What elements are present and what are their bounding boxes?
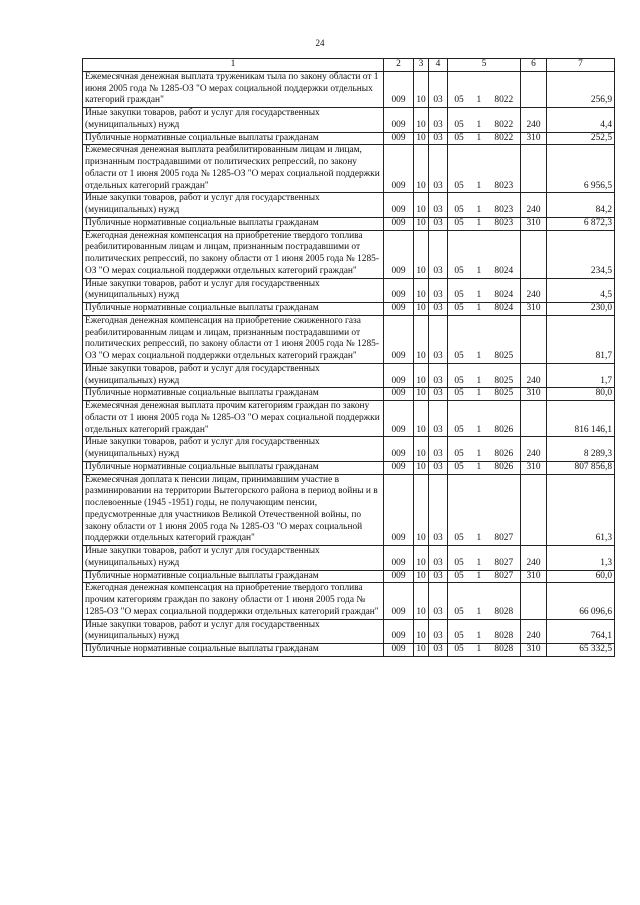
row-subsection: 03 xyxy=(429,461,448,474)
header-col-2: 2 xyxy=(384,59,414,72)
row-program-parts xyxy=(448,71,488,107)
row-section: 10 xyxy=(414,303,429,316)
row-name: Публичные нормативные социальные выплаты гражданам xyxy=(83,570,384,583)
row-section: 10 xyxy=(414,437,429,462)
row-name: Ежегодная денежная компенсация на приобретение твердого топлива реабилитированным лицам и лицам, признанным пострадавшими от политических репрессий, по закону области от 1 июня 2005 года № 1285-ОЗ "О мерах социальной поддержки отдельных категорий граждан" xyxy=(83,230,384,278)
table-row xyxy=(83,619,615,644)
row-section: 10 xyxy=(414,71,429,107)
row-subsection: 03 xyxy=(429,363,448,388)
row-direction-code: 8025 xyxy=(488,315,521,363)
row-name: Ежегодная денежная компенсация на приобретение твердого топлива прочим категориям граждан по закону области от 1 июня 2005 года № 1285-ОЗ "О мерах социальной поддержки отдельных категорий граждан" xyxy=(83,583,384,619)
row-amount: 60,0 xyxy=(547,570,615,583)
row-name: Иные закупки товаров, работ и услуг для государственных (муниципальных) нужд xyxy=(83,363,384,388)
row-direction-code: 8023 xyxy=(488,217,521,230)
row-name: Иные закупки товаров, работ и услуг для государственных (муниципальных) нужд xyxy=(83,193,384,218)
row-program-parts xyxy=(448,132,488,145)
row-expense-kind xyxy=(521,583,547,619)
row-subprogram: 1 xyxy=(476,449,482,459)
row-amount: 81,7 xyxy=(547,315,615,363)
row-program-parts xyxy=(448,363,488,388)
row-admin-code: 009 xyxy=(384,193,414,218)
row-program: 05 xyxy=(454,533,464,544)
row-subprogram: 1 xyxy=(476,570,482,581)
row-subsection: 03 xyxy=(429,132,448,145)
header-col-1: 1 xyxy=(83,59,384,72)
row-subsection: 03 xyxy=(429,583,448,619)
row-direction-code: 8028 xyxy=(488,644,521,657)
row-admin-code: 009 xyxy=(384,278,414,303)
row-subprogram: 1 xyxy=(476,180,482,191)
table-row xyxy=(83,278,615,303)
row-subsection: 03 xyxy=(429,193,448,218)
table-row xyxy=(83,108,615,133)
row-program-parts xyxy=(448,474,488,546)
row-program-parts xyxy=(448,619,488,644)
row-expense-kind: 310 xyxy=(521,570,547,583)
row-program: 05 xyxy=(454,290,464,301)
row-expense-kind: 310 xyxy=(521,461,547,474)
row-subprogram: 1 xyxy=(476,424,482,435)
row-subsection: 03 xyxy=(429,71,448,107)
row-section: 10 xyxy=(414,619,429,644)
row-program: 05 xyxy=(454,375,464,386)
row-expense-kind: 310 xyxy=(521,644,547,657)
row-direction-code: 8028 xyxy=(488,619,521,644)
row-program-parts xyxy=(448,401,488,437)
row-admin-code: 009 xyxy=(384,461,414,474)
row-direction-code: 8023 xyxy=(488,193,521,218)
table-row xyxy=(83,132,615,145)
row-admin-code: 009 xyxy=(384,437,414,462)
table-row xyxy=(83,583,615,619)
row-subprogram: 1 xyxy=(476,388,482,399)
page-number: 24 xyxy=(315,38,325,48)
row-subsection: 03 xyxy=(429,108,448,133)
row-amount: 80,0 xyxy=(547,388,615,401)
row-subprogram: 1 xyxy=(476,95,482,106)
row-amount: 252,5 xyxy=(547,132,615,145)
row-section: 10 xyxy=(414,644,429,657)
row-expense-kind xyxy=(521,145,547,193)
row-section: 10 xyxy=(414,230,429,278)
row-section: 10 xyxy=(414,193,429,218)
row-admin-code: 009 xyxy=(384,546,414,571)
row-expense-kind: 240 xyxy=(521,437,547,462)
row-subprogram: 1 xyxy=(476,119,482,130)
row-program: 05 xyxy=(454,424,464,435)
row-subprogram: 1 xyxy=(476,351,482,361)
row-admin-code: 009 xyxy=(384,145,414,193)
row-expense-kind xyxy=(521,315,547,363)
row-amount: 6 872,3 xyxy=(547,217,615,230)
row-subsection: 03 xyxy=(429,546,448,571)
row-expense-kind xyxy=(521,71,547,107)
row-subsection: 03 xyxy=(429,388,448,401)
row-subprogram: 1 xyxy=(476,132,482,143)
table-row xyxy=(83,315,615,363)
row-subsection: 03 xyxy=(429,230,448,278)
row-subsection: 03 xyxy=(429,303,448,316)
row-program: 05 xyxy=(454,217,464,228)
row-direction-code: 8022 xyxy=(488,108,521,133)
table-row xyxy=(83,644,615,657)
row-program-parts xyxy=(448,230,488,278)
row-name: Публичные нормативные социальные выплаты гражданам xyxy=(83,132,384,145)
row-direction-code: 8025 xyxy=(488,363,521,388)
table-row xyxy=(83,145,615,193)
row-expense-kind: 240 xyxy=(521,619,547,644)
table-row xyxy=(83,303,615,316)
row-program-parts xyxy=(448,193,488,218)
row-direction-code: 8022 xyxy=(488,71,521,107)
row-subsection: 03 xyxy=(429,644,448,657)
row-name: Публичные нормативные социальные выплаты гражданам xyxy=(83,388,384,401)
row-subprogram: 1 xyxy=(476,375,482,386)
row-section: 10 xyxy=(414,108,429,133)
row-program-parts xyxy=(448,437,488,462)
row-expense-kind xyxy=(521,401,547,437)
row-direction-code: 8027 xyxy=(488,546,521,571)
row-program: 05 xyxy=(454,606,464,617)
row-direction-code: 8027 xyxy=(488,570,521,583)
row-subprogram: 1 xyxy=(476,265,482,276)
row-subsection: 03 xyxy=(429,401,448,437)
row-name: Иные закупки товаров, работ и услуг для государственных (муниципальных) нужд xyxy=(83,108,384,133)
row-amount: 764,1 xyxy=(547,619,615,644)
row-admin-code: 009 xyxy=(384,401,414,437)
row-program: 05 xyxy=(454,265,464,276)
row-program: 05 xyxy=(454,449,464,459)
row-name: Ежемесячная денежная выплата реабилитированным лицам и лицам, признанным пострадавшими от политических репрессий, по закону области от 1 июня 2005 года № 1285-ОЗ "О мерах социальной поддержки отдельных категорий граждан" xyxy=(83,145,384,193)
row-program: 05 xyxy=(454,351,464,361)
row-direction-code: 8026 xyxy=(488,461,521,474)
row-program-parts xyxy=(448,278,488,303)
row-program: 05 xyxy=(454,95,464,106)
row-direction-code: 8024 xyxy=(488,230,521,278)
row-subprogram: 1 xyxy=(476,217,482,228)
row-expense-kind: 240 xyxy=(521,363,547,388)
row-section: 10 xyxy=(414,145,429,193)
row-program: 05 xyxy=(454,180,464,191)
row-amount: 4,5 xyxy=(547,278,615,303)
row-amount: 234,5 xyxy=(547,230,615,278)
row-subsection: 03 xyxy=(429,315,448,363)
row-section: 10 xyxy=(414,315,429,363)
table-row xyxy=(83,570,615,583)
row-admin-code: 009 xyxy=(384,303,414,316)
row-name: Ежемесячная доплата к пенсии лицам, принимавшим участие в разминировании на территории Вытегорского района в период войны и в послевоенные (1945 -1951) годы, не получающим пенсии, предусмотренные для участников Великой Отечественной войны, по закону области от 1 июня 2005 года № 1285-ОЗ "О мерах социальной поддержки отдельных категорий граждан" xyxy=(83,474,384,546)
row-subsection: 03 xyxy=(429,145,448,193)
row-admin-code: 009 xyxy=(384,363,414,388)
row-amount: 66 096,6 xyxy=(547,583,615,619)
row-program-parts xyxy=(448,108,488,133)
row-direction-code: 8024 xyxy=(488,278,521,303)
row-program: 05 xyxy=(454,132,464,143)
row-subprogram: 1 xyxy=(476,205,482,215)
row-amount: 4,4 xyxy=(547,108,615,133)
row-subprogram: 1 xyxy=(476,303,482,313)
row-subsection: 03 xyxy=(429,619,448,644)
row-subprogram: 1 xyxy=(476,644,482,654)
row-name: Публичные нормативные социальные выплаты гражданам xyxy=(83,303,384,316)
row-direction-code: 8028 xyxy=(488,583,521,619)
header-col-3: 3 xyxy=(414,59,429,72)
row-program: 05 xyxy=(454,557,464,568)
row-program: 05 xyxy=(454,631,464,642)
row-admin-code: 009 xyxy=(384,570,414,583)
table-row xyxy=(83,230,615,278)
row-section: 10 xyxy=(414,570,429,583)
row-expense-kind: 310 xyxy=(521,217,547,230)
row-direction-code: 8026 xyxy=(488,401,521,437)
row-admin-code: 009 xyxy=(384,315,414,363)
header-col-5: 5 xyxy=(448,59,521,72)
row-name: Иные закупки товаров, работ и услуг для государственных (муниципальных) нужд xyxy=(83,437,384,462)
table-row xyxy=(83,71,615,107)
header-col-6: 6 xyxy=(521,59,547,72)
row-section: 10 xyxy=(414,363,429,388)
budget-table xyxy=(82,58,615,657)
row-amount: 61,3 xyxy=(547,474,615,546)
row-section: 10 xyxy=(414,132,429,145)
row-subprogram: 1 xyxy=(476,533,482,544)
row-admin-code: 009 xyxy=(384,619,414,644)
row-section: 10 xyxy=(414,278,429,303)
row-program-parts xyxy=(448,461,488,474)
table-header-row xyxy=(83,59,615,72)
table-row xyxy=(83,461,615,474)
row-program: 05 xyxy=(454,303,464,313)
row-program: 05 xyxy=(454,205,464,215)
row-direction-code: 8023 xyxy=(488,145,521,193)
row-program-parts xyxy=(448,303,488,316)
table-row xyxy=(83,193,615,218)
row-program-parts xyxy=(448,546,488,571)
row-admin-code: 009 xyxy=(384,474,414,546)
row-section: 10 xyxy=(414,474,429,546)
row-section: 10 xyxy=(414,388,429,401)
row-direction-code: 8026 xyxy=(488,437,521,462)
row-admin-code: 009 xyxy=(384,644,414,657)
row-expense-kind: 240 xyxy=(521,546,547,571)
row-program-parts xyxy=(448,145,488,193)
row-expense-kind: 240 xyxy=(521,108,547,133)
row-program-parts xyxy=(448,644,488,657)
row-program-parts xyxy=(448,583,488,619)
row-admin-code: 009 xyxy=(384,217,414,230)
row-program-parts xyxy=(448,570,488,583)
row-program: 05 xyxy=(454,119,464,130)
row-subsection: 03 xyxy=(429,278,448,303)
row-amount: 256,9 xyxy=(547,71,615,107)
row-expense-kind xyxy=(521,230,547,278)
row-admin-code: 009 xyxy=(384,71,414,107)
row-amount: 1,7 xyxy=(547,363,615,388)
table-row xyxy=(83,546,615,571)
header-col-7: 7 xyxy=(547,59,615,72)
row-subprogram: 1 xyxy=(476,631,482,642)
row-amount: 816 146,1 xyxy=(547,401,615,437)
row-amount: 1,3 xyxy=(547,546,615,571)
table-row xyxy=(83,217,615,230)
row-admin-code: 009 xyxy=(384,388,414,401)
row-name: Публичные нормативные социальные выплаты гражданам xyxy=(83,644,384,657)
row-name: Публичные нормативные социальные выплаты гражданам xyxy=(83,461,384,474)
row-program-parts xyxy=(448,388,488,401)
row-expense-kind: 310 xyxy=(521,388,547,401)
row-direction-code: 8022 xyxy=(488,132,521,145)
row-program: 05 xyxy=(454,570,464,581)
row-program: 05 xyxy=(454,388,464,399)
row-admin-code: 009 xyxy=(384,132,414,145)
row-admin-code: 009 xyxy=(384,230,414,278)
row-section: 10 xyxy=(414,461,429,474)
row-amount: 84,2 xyxy=(547,193,615,218)
row-subsection: 03 xyxy=(429,570,448,583)
row-subsection: 03 xyxy=(429,474,448,546)
row-name: Ежемесячная денежная выплата труженикам тыла по закону области от 1 июня 2005 года № 1285-ОЗ "О мерах социальной поддержки отдельных категорий граждан" xyxy=(83,71,384,107)
row-section: 10 xyxy=(414,217,429,230)
row-name: Ежегодная денежная компенсация на приобретение сжиженного газа реабилитированным лицам и лицам, признанным пострадавшими от политических репрессий, по закону области от 1 июня 2005 года № 1285-ОЗ "О мерах социальной поддержки отдельных категорий граждан" xyxy=(83,315,384,363)
table-row xyxy=(83,401,615,437)
row-amount: 807 856,8 xyxy=(547,461,615,474)
header-col-4: 4 xyxy=(429,59,448,72)
row-expense-kind: 240 xyxy=(521,278,547,303)
row-direction-code: 8025 xyxy=(488,388,521,401)
row-name: Иные закупки товаров, работ и услуг для государственных (муниципальных) нужд xyxy=(83,546,384,571)
row-amount: 65 332,5 xyxy=(547,644,615,657)
row-subsection: 03 xyxy=(429,437,448,462)
row-subprogram: 1 xyxy=(476,461,482,472)
row-expense-kind: 310 xyxy=(521,303,547,316)
row-program: 05 xyxy=(454,461,464,472)
row-amount: 230,0 xyxy=(547,303,615,316)
row-direction-code: 8024 xyxy=(488,303,521,316)
row-subprogram: 1 xyxy=(476,557,482,568)
row-name: Публичные нормативные социальные выплаты гражданам xyxy=(83,217,384,230)
table-row xyxy=(83,363,615,388)
row-program: 05 xyxy=(454,644,464,654)
row-section: 10 xyxy=(414,546,429,571)
row-name: Ежемесячная денежная выплата прочим категориям граждан по закону области от 1 июня 2005 года № 1285-ОЗ "О мерах социальной поддержки отдельных категорий граждан" xyxy=(83,401,384,437)
row-amount: 8 289,3 xyxy=(547,437,615,462)
table-row xyxy=(83,388,615,401)
row-expense-kind: 310 xyxy=(521,132,547,145)
row-section: 10 xyxy=(414,401,429,437)
row-program-parts xyxy=(448,217,488,230)
row-expense-kind xyxy=(521,474,547,546)
row-program-parts xyxy=(448,315,488,363)
row-subsection: 03 xyxy=(429,217,448,230)
table-row xyxy=(83,474,615,546)
row-admin-code: 009 xyxy=(384,583,414,619)
row-section: 10 xyxy=(414,583,429,619)
row-direction-code: 8027 xyxy=(488,474,521,546)
row-subprogram: 1 xyxy=(476,606,482,617)
row-subprogram: 1 xyxy=(476,290,482,301)
row-expense-kind: 240 xyxy=(521,193,547,218)
row-name: Иные закупки товаров, работ и услуг для государственных (муниципальных) нужд xyxy=(83,619,384,644)
row-amount: 6 956,5 xyxy=(547,145,615,193)
table-row xyxy=(83,437,615,462)
row-name: Иные закупки товаров, работ и услуг для государственных (муниципальных) нужд xyxy=(83,278,384,303)
row-admin-code: 009 xyxy=(384,108,414,133)
